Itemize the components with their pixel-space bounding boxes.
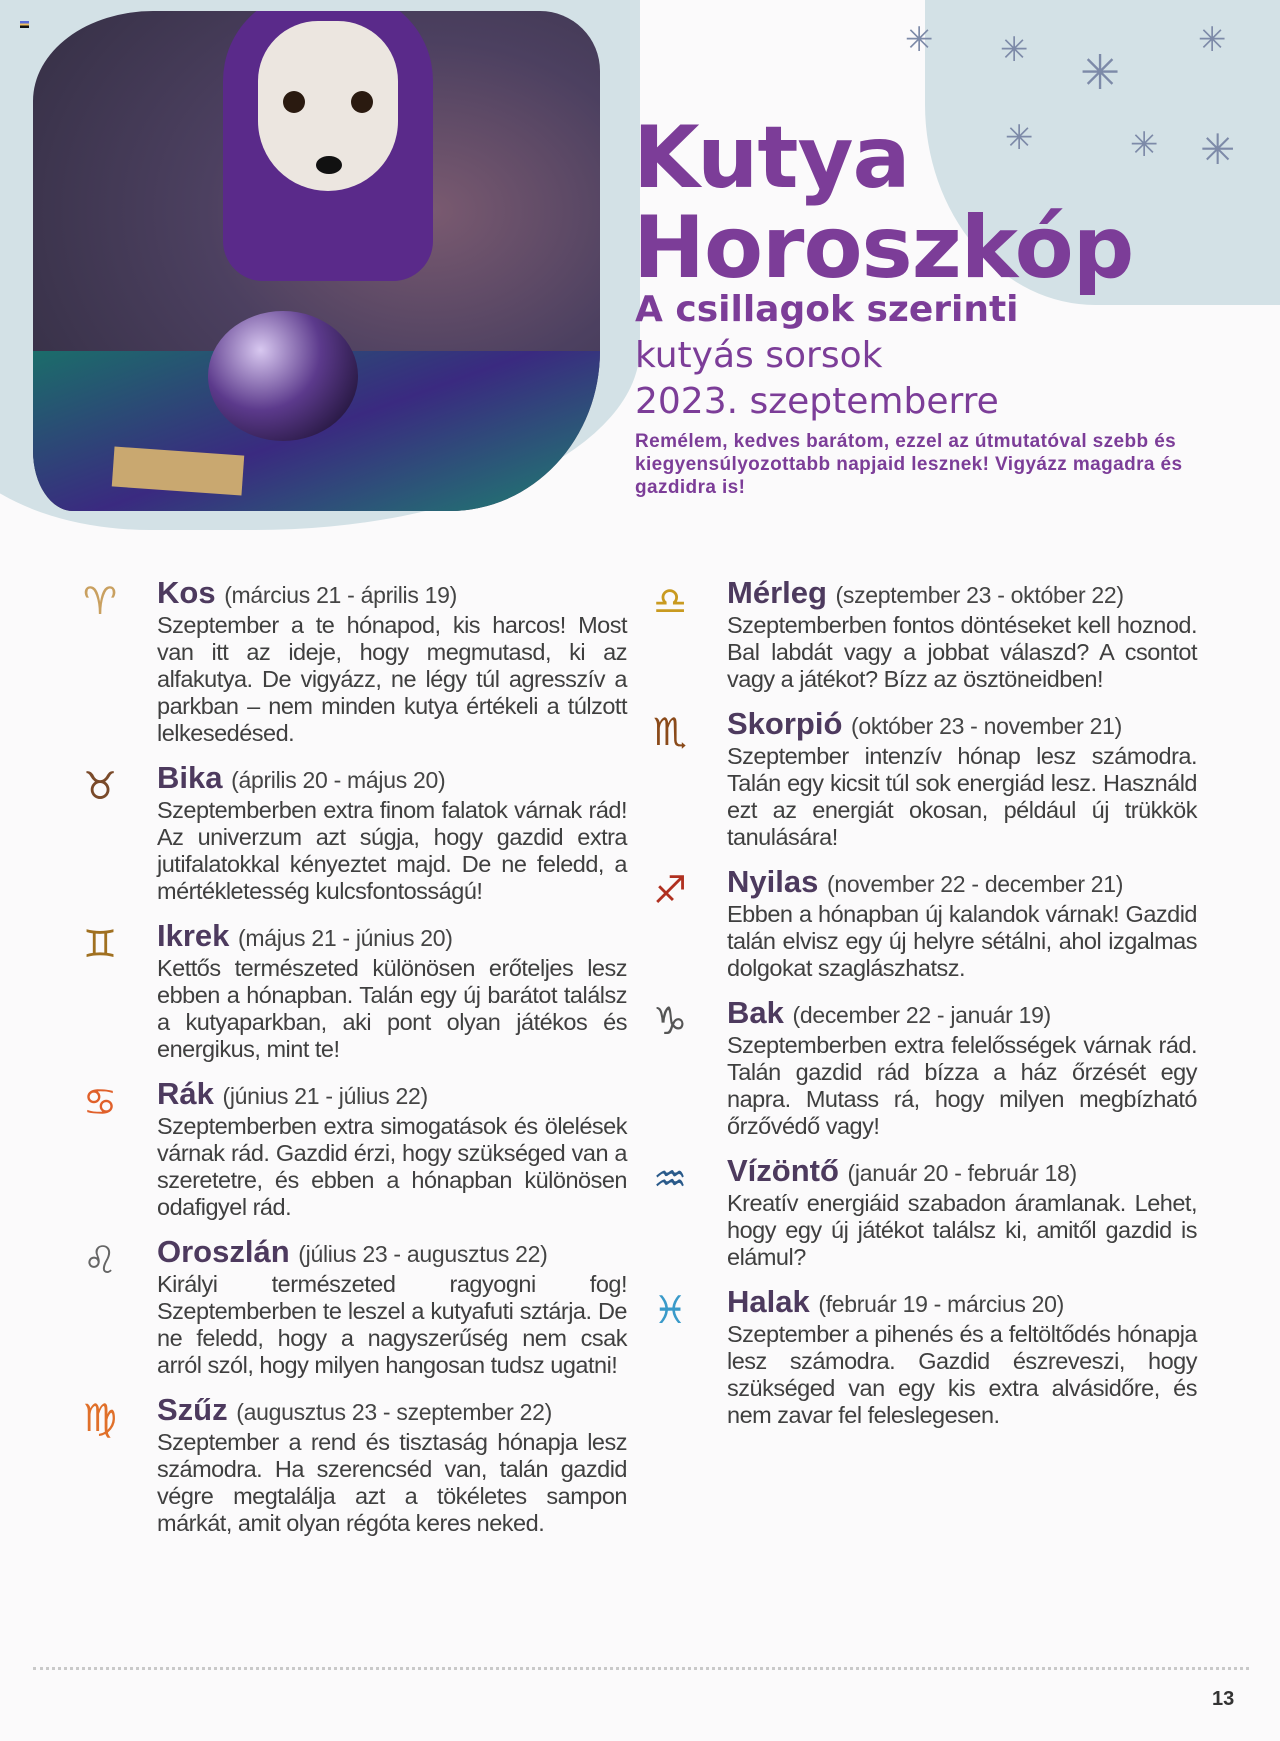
zodiac-entry	[652, 575, 1197, 693]
leaf-icon: ♍	[82, 1396, 118, 1440]
ox-icon: ♉	[82, 764, 118, 808]
zodiac-entry	[652, 995, 1197, 1140]
scorpion-icon: ♏	[652, 710, 688, 754]
sign-name: Skorpió	[727, 706, 843, 741]
zodiac-entry	[82, 1076, 627, 1221]
zodiac-entry	[652, 1153, 1197, 1271]
subtitle-line3: 2023. szeptemberre	[635, 381, 999, 422]
sign-heading	[157, 1235, 627, 1271]
fish-icon: ♓	[652, 1288, 688, 1332]
sign-name: Ikrek	[157, 918, 230, 953]
zodiac-entry	[82, 918, 627, 1063]
sign-dates: (október 23 - november 21)	[851, 713, 1122, 739]
sign-name: Bika	[157, 760, 223, 795]
sign-description: Szeptemberben extra finom falatok várnak rád! Az univerzum azt súgja, hogy gazdid extra jutifalatokkal kényeztet majd. De ne feledd, a mértékletesség kulcsfontosságú!	[157, 797, 627, 904]
sign-heading	[157, 761, 627, 797]
sign-name: Vízöntő	[727, 1153, 839, 1188]
sign-dates: (február 19 - március 20)	[818, 1291, 1064, 1317]
sign-name: Szűz	[157, 1392, 228, 1427]
sparkle-icon: ✳	[1000, 30, 1029, 70]
sign-name: Mérleg	[727, 575, 827, 610]
zodiac-entry	[82, 760, 627, 905]
sign-description: Szeptember a pihenés és a feltöltődés hónapja lesz számodra. Gazdid észreveszi, hogy szükséged van egy kis extra alvásidőre, és nem zavar fel feleslegesen.	[727, 1321, 1197, 1428]
scales-icon: ♎	[652, 579, 688, 623]
sign-description: Szeptember a te hónapod, kis harcos! Most van itt az ideje, hogy megmutasd, ki az alfakutya. De vigyázz, ne légy túl agresszív a parkban – nem minden kutya értékeli a túlzott lelkesedésed.	[157, 612, 627, 746]
sign-description: Kreatív energiáid szabadon áramlanak. Lehet, hogy egy új játékot találsz ki, amitől gazdid is elámul?	[727, 1190, 1197, 1270]
sparkle-icon: ✳	[1198, 20, 1227, 60]
signs-column-left	[82, 575, 627, 1537]
sign-dates: (december 22 - január 19)	[792, 1002, 1051, 1028]
footer-divider	[33, 1667, 1249, 1670]
sign-description: Királyi természeted ragyogni fog! Szeptemberben te leszel a kutyafuti sztárja. De ne feledd, hogy a nagyszerűség nem csak arról szól, hogy milyen hangosan tudsz ugatni!	[157, 1271, 627, 1378]
sparkle-icon: ✳	[1080, 45, 1121, 101]
sign-dates: (június 21 - július 22)	[222, 1083, 428, 1109]
sign-heading	[727, 707, 1197, 743]
sparkle-icon: ✳	[905, 20, 934, 60]
sign-heading	[727, 1154, 1197, 1190]
sign-description: Szeptember a rend és tisztaság hónapja lesz számodra. Ha szerencséd van, talán gazdid végre megtalálja azt a tökéletes sampon márkát, amit olyan régóta keres neked.	[157, 1429, 627, 1536]
zodiac-entry	[82, 1234, 627, 1379]
goat-icon: ♑	[652, 999, 688, 1043]
sign-name: Kos	[157, 575, 216, 610]
sign-dates: (március 21 - április 19)	[224, 582, 457, 608]
bow-arrow-icon: ♐	[652, 868, 688, 912]
sign-heading	[157, 919, 627, 955]
sign-name: Rák	[157, 1076, 214, 1111]
subtitle-bold: A csillagok szerinti	[635, 289, 1019, 330]
sign-dates: (augusztus 23 - szeptember 22)	[236, 1399, 552, 1425]
zodiac-entry	[652, 864, 1197, 982]
zodiac-entry	[652, 1284, 1197, 1429]
sign-description: Szeptemberben fontos döntéseket kell hoznod. Bal labdát vagy a jobbat válaszd? A csontot vagy a játékot? Bízz az ösztöneidben!	[727, 612, 1197, 692]
sign-heading	[157, 576, 627, 612]
page-number: 13	[1212, 1688, 1235, 1710]
page-title-line2: Horoszkóp	[633, 198, 1134, 298]
page-title-line1: Kutya	[633, 108, 910, 208]
sign-description: Szeptemberben extra simogatások és ölelések várnak rád. Gazdid érzi, hogy szükséged van a szeretetre, és ebben a hónapban különösen odafigyel rád.	[157, 1113, 627, 1220]
sign-heading	[727, 1285, 1197, 1321]
flag-icon	[20, 21, 29, 28]
sign-dates: (április 20 - május 20)	[231, 767, 446, 793]
lion-icon: ♌	[82, 1238, 118, 1282]
sparkle-icon: ✳	[1200, 125, 1236, 174]
sign-heading	[157, 1393, 627, 1429]
sign-name: Oroszlán	[157, 1234, 290, 1269]
twins-icon: ♊	[82, 922, 118, 966]
sign-heading	[727, 576, 1197, 612]
water-bearer-icon: ♒	[652, 1157, 688, 1201]
sign-heading	[727, 996, 1197, 1032]
zodiac-entry	[652, 706, 1197, 851]
sign-heading	[727, 865, 1197, 901]
dog-fortune-teller-photo	[33, 11, 600, 511]
sparkle-icon: ✳	[1005, 118, 1034, 158]
zodiac-entry	[82, 1392, 627, 1537]
sign-dates: (szeptember 23 - október 22)	[835, 582, 1124, 608]
sign-dates: (július 23 - augusztus 22)	[298, 1241, 548, 1267]
zodiac-entry	[82, 575, 627, 747]
sign-description: Szeptemberben extra felelősségek várnak rád. Talán gazdid rád bízza a ház őrzését egy napra. Mutass rá, hogy milyen megbízható őrzővédő vagy!	[727, 1032, 1197, 1139]
ram-icon: ♈	[82, 579, 118, 623]
sparkle-icon: ✳	[1130, 125, 1159, 165]
sign-dates: (május 21 - június 20)	[238, 925, 453, 951]
intro-text: Remélem, kedves barátom, ezzel az útmutatóval szebb és kiegyensúlyozottabb napjaid lesznek! Vigyázz magadra és gazdidra is!	[635, 431, 1183, 498]
sign-description: Ebben a hónapban új kalandok várnak! Gazdid talán elvisz egy új helyre sétálni, ahol izgalmas dolgokat szaglászhatsz.	[727, 901, 1197, 981]
sign-dates: (november 22 - december 21)	[826, 871, 1124, 897]
sign-name: Bak	[727, 995, 784, 1030]
subtitle-line2: kutyás sorsok	[635, 335, 883, 376]
signs-column-right	[652, 575, 1197, 1429]
sign-dates: (január 20 - február 18)	[847, 1160, 1077, 1186]
sign-description: Szeptember intenzív hónap lesz számodra. Talán egy kicsit túl sok energiád lesz. Használd ezt az energiát okosan, például új trükkök tanulására!	[727, 743, 1197, 850]
sign-heading	[157, 1077, 627, 1113]
sign-name: Nyilas	[727, 864, 819, 899]
crab-icon: ♋	[82, 1080, 118, 1124]
sign-description: Kettős természeted különösen erőteljes lesz ebben a hónapban. Talán egy új barátot találsz a kutyaparkban, aki pont olyan játékos és energikus, mint te!	[157, 955, 627, 1062]
sign-name: Halak	[727, 1284, 810, 1319]
